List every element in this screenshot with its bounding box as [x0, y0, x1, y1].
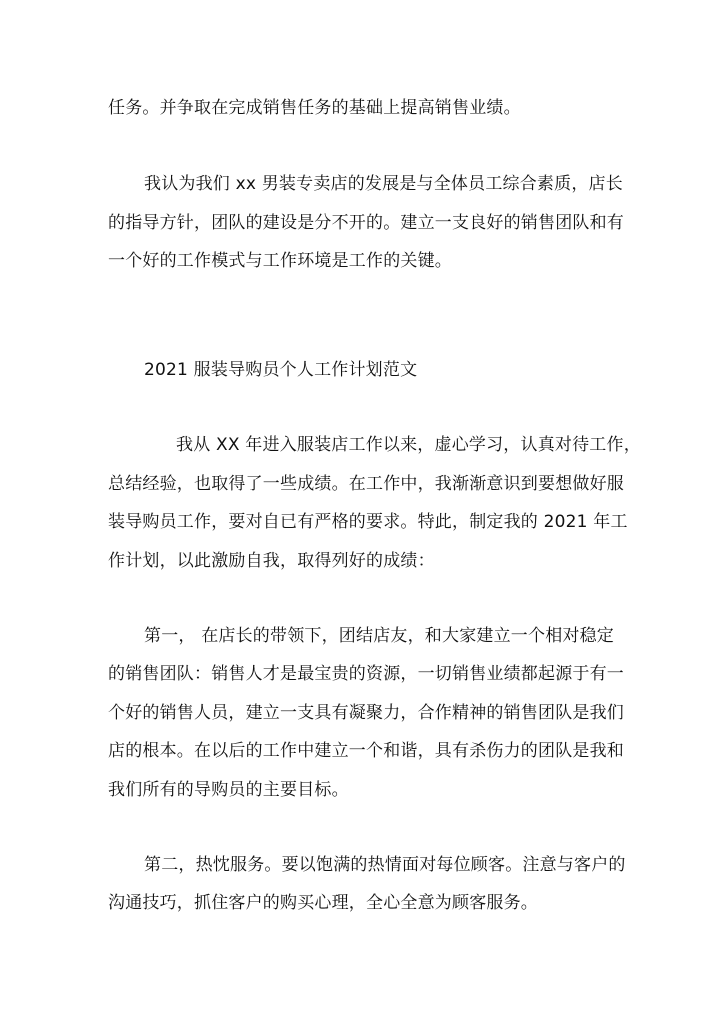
paragraph-line: 作计划，以此激励自我，取得列好的成绩： [108, 551, 435, 571]
paragraph-line: 第二，热忱服务。要以饱满的热情面对每位顾客。注意与客户的 [144, 855, 626, 875]
paragraph-line: 店的根本。在以后的工作中建立一个和谐，具有杀伤力的团队是我和 [108, 741, 624, 761]
paragraph-line: 第一， 在店长的带领下，团结店友，和大家建立一个相对稳定 [144, 626, 615, 646]
paragraph-line: 我认为我们 xx 男装专卖店的发展是与全体员工综合素质，店长 [144, 174, 623, 194]
paragraph-line: 任务。并争取在完成销售任务的基础上提高销售业绩。 [108, 98, 521, 118]
paragraph-line: 我从 XX 年进入服装店工作以来，虚心学习，认真对待工作， [176, 435, 641, 455]
paragraph-line: 总结经验，也取得了一些成绩。在工作中，我渐渐意识到要想做好服 [108, 474, 624, 494]
paragraph-line: 的指导方针，团队的建设是分不开的。建立一支良好的销售团队和有 [108, 213, 624, 233]
paragraph-line: 装导购员工作，要对自已有严格的要求。特此，制定我的 2021 年工 [108, 512, 628, 532]
section-heading: 2021 服装导购员个人工作计划范文 [144, 360, 418, 380]
paragraph-line: 沟通技巧，抓住客户的购买心理，全心全意为顾客服务。 [108, 893, 538, 913]
paragraph-line: 的销售团队：销售人才是最宝贵的资源，一切销售业绩都起源于有一 [108, 664, 624, 684]
paragraph-line: 一个好的工作模式与工作环境是工作的关键。 [108, 251, 452, 271]
paragraph-line: 个好的销售人员，建立一支具有凝聚力，合作精神的销售团队是我们 [108, 703, 624, 723]
paragraph-line: 我们所有的导购员的主要目标。 [108, 780, 349, 800]
